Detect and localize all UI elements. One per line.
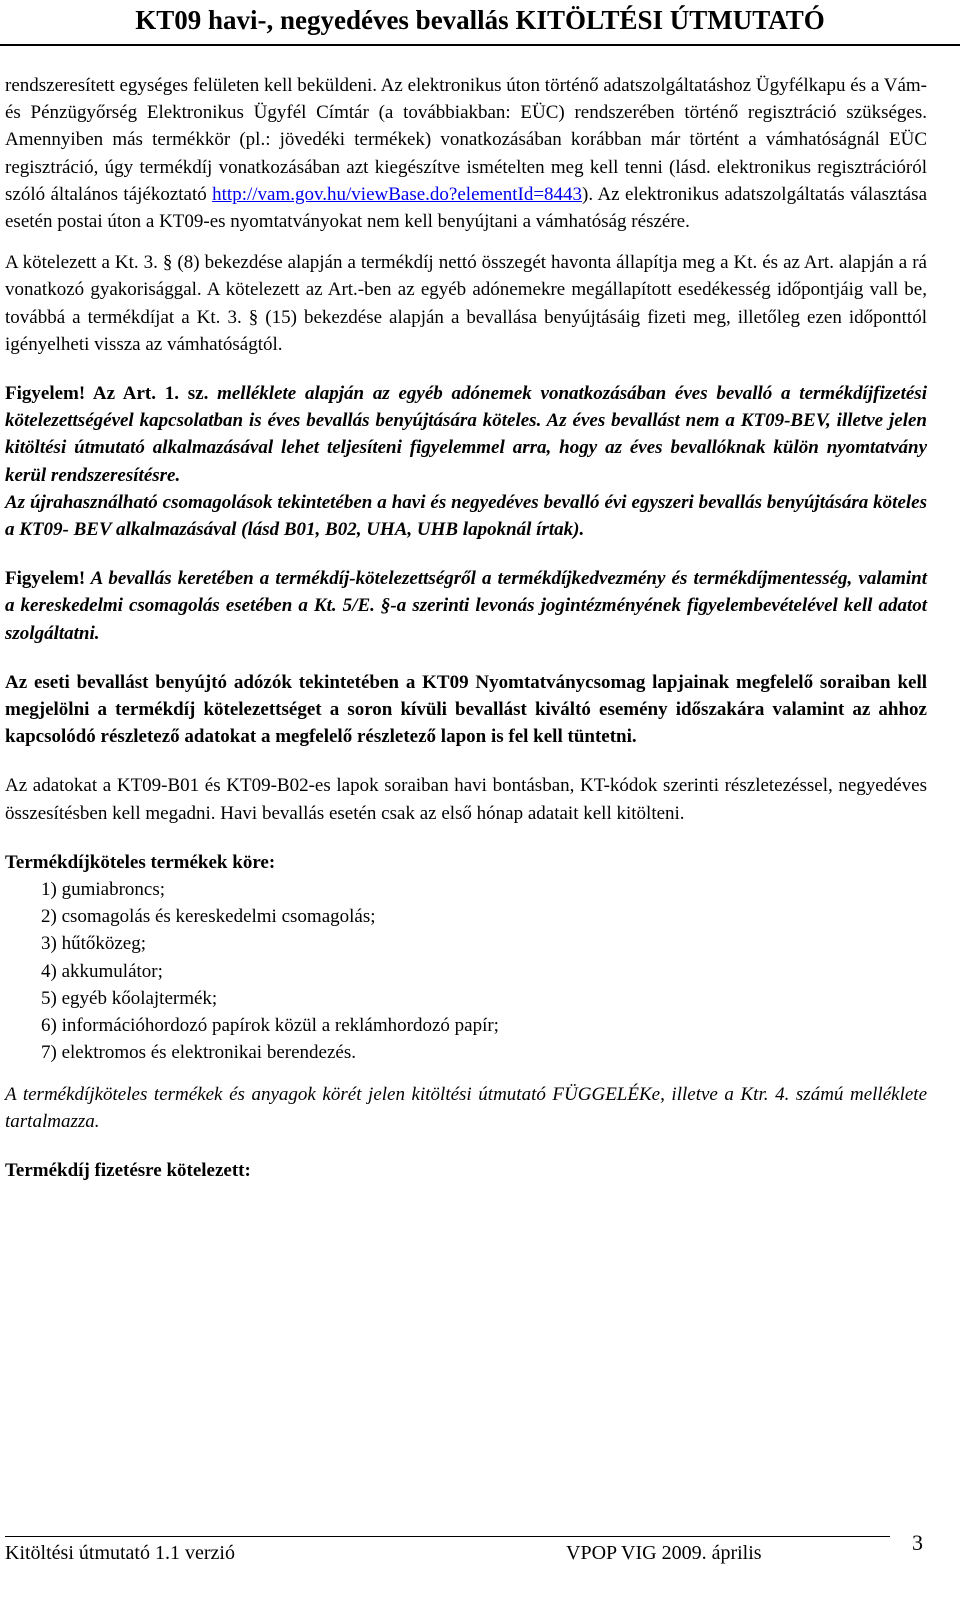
paragraph-warning-discount: Figyelem! A bevallás keretében a termékdíj-kötelezettségről a termékdíjkedvezmény és termékdíjmentesség, valamint a kereskedelmi csomagolás esetében a Kt. 5/E. §-a szerinti levonás jogintézményének figyelembevételével kell adatot szolgáltatni.	[5, 568, 927, 644]
paragraph-data-entry: Az adatokat a KT09-B01 és KT09-B02-es lapok soraiban havi bontásban, KT-kódok szerinti részletezéssel, negyedéves összesítésben kell megadni. Havi bevallás esetén csak az első hónap adatait kell kitölteni.	[5, 775, 927, 824]
document-title: KT09 havi-, negyedéves bevallás KITÖLTÉSI ÚTMUTATÓ	[135, 5, 825, 35]
product-list	[5, 876, 927, 1066]
paragraph-ad-hoc-return: Az eseti bevallást benyújtó adózók tekintetében a KT09 Nyomtatványcsomag lapjainak megfelelő soraiban kell megjelölni a termékdíj kötelezettséget a soron kívüli bevallást kiváltó esemény időszakára valamint az ahhoz kapcsolódó részletező adatokat a megfelelő részletező lapon is fel kell tüntetni.	[5, 671, 927, 748]
list-item: 6) információhordozó papírok közül a reklámhordozó papír;	[41, 1015, 499, 1037]
list-heading: Termékdíjköteles termékek köre:	[5, 851, 276, 873]
list-item: 2) csomagolás és kereskedelmi csomagolás;	[41, 906, 376, 928]
info-link[interactable]: http://vam.gov.hu/viewBase.do?elementId=8443	[212, 183, 583, 205]
document-body	[5, 72, 927, 1184]
footer-issuer-date: VPOP VIG 2009. április	[566, 1542, 762, 1564]
footer-version: Kitöltési útmutató 1.1 verzió	[5, 1542, 235, 1564]
list-item: 3) hűtőközeg;	[41, 933, 147, 955]
footer-divider	[5, 1536, 890, 1537]
warning-label: Figyelem! Az Art. 1. sz.	[5, 383, 209, 405]
header-divider	[0, 44, 960, 46]
warning-label: Figyelem!	[5, 568, 86, 590]
page-number: 3	[912, 1530, 923, 1555]
paragraph-warning-annual: Figyelem! Az Art. 1. sz. melléklete alapján az egyéb adónemek vonatkozásában éves bevalló a termékdíjfizetési kötelezettségével kapcsolatban is éves bevallás benyújtására köteles. Az éves bevallást nem a KT09-BEV, illetve jelen kitöltési útmutató alkalmazásával lehet teljesíteni figyelemmel arra, hogy az éves bevallóknak külön nyomtatvány kerül rendszeresítésre.	[5, 383, 927, 486]
section-heading-payer: Termékdíj fizetésre kötelezett:	[5, 1159, 251, 1181]
list-item: 5) egyéb kőolajtermék;	[41, 987, 218, 1009]
list-item: 7) elektromos és elektronikai berendezés.	[41, 1042, 356, 1064]
list-item: 1) gumiabroncs;	[41, 879, 166, 901]
paragraph-obligation: A kötelezett a Kt. 3. § (8) bekezdése alapján a termékdíj nettó összegét havonta állapítja meg a Kt. és az Art. alapján a rá vonatkozó gyakorisággal. A kötelezett az Art.-ben az egyéb adónemekre megállapított esedékesség időpontjáig vall be, továbbá a termékdíjat a Kt. 3. § (15) bekezdése alapján a bevallása benyújtásáig fizeti meg, illetőleg ezen időponttól igényelheti vissza az vámhatóságtól.	[5, 252, 927, 355]
paragraph-reusable-packaging: Az újrahasználható csomagolások tekintetében a havi és negyedéves bevalló évi egyszeri bevallás benyújtására köteles a KT09- BEV alkalmazásával (lásd B01, B02, UHA, UHB lapoknál írtak).	[5, 491, 927, 541]
paragraph-appendix-note: A termékdíjköteles termékek és anyagok körét jelen kitöltési útmutató FÜGGELÉKe, illetve a Ktr. 4. számú melléklete tartalmazza.	[5, 1083, 927, 1132]
page-footer	[0, 1530, 960, 1621]
list-item: 4) akkumulátor;	[41, 960, 163, 982]
page-header	[0, 0, 960, 50]
paragraph-electronic-submission: rendszeresített egységes felületen kell beküldeni. Az elektronikus úton történő adatszolgáltatáshoz Ügyfélkapu és a Vám- és Pénzügyőrség Elektronikus Ügyfél Címtár (a továbbiakban: EÜC) rendszerében történő regisztráció szükséges. Amennyiben más termékkör (pl.: jövedéki termékek) vonatkozásában korábban már történt a vámhatóságnál EÜC regisztráció, úgy termékdíj vonatkozásában azt kiegészítve ismételten meg kell tenni (lásd. elektronikus regisztrációról szóló általános tájékoztató http://vam.gov.hu/viewBase.do?elementId=8443). Az elektronikus adatszolgáltatás választása esetén postai úton a KT09-es nyomtatványokat nem kell benyújtani a vámhatóság részére.	[5, 75, 927, 233]
